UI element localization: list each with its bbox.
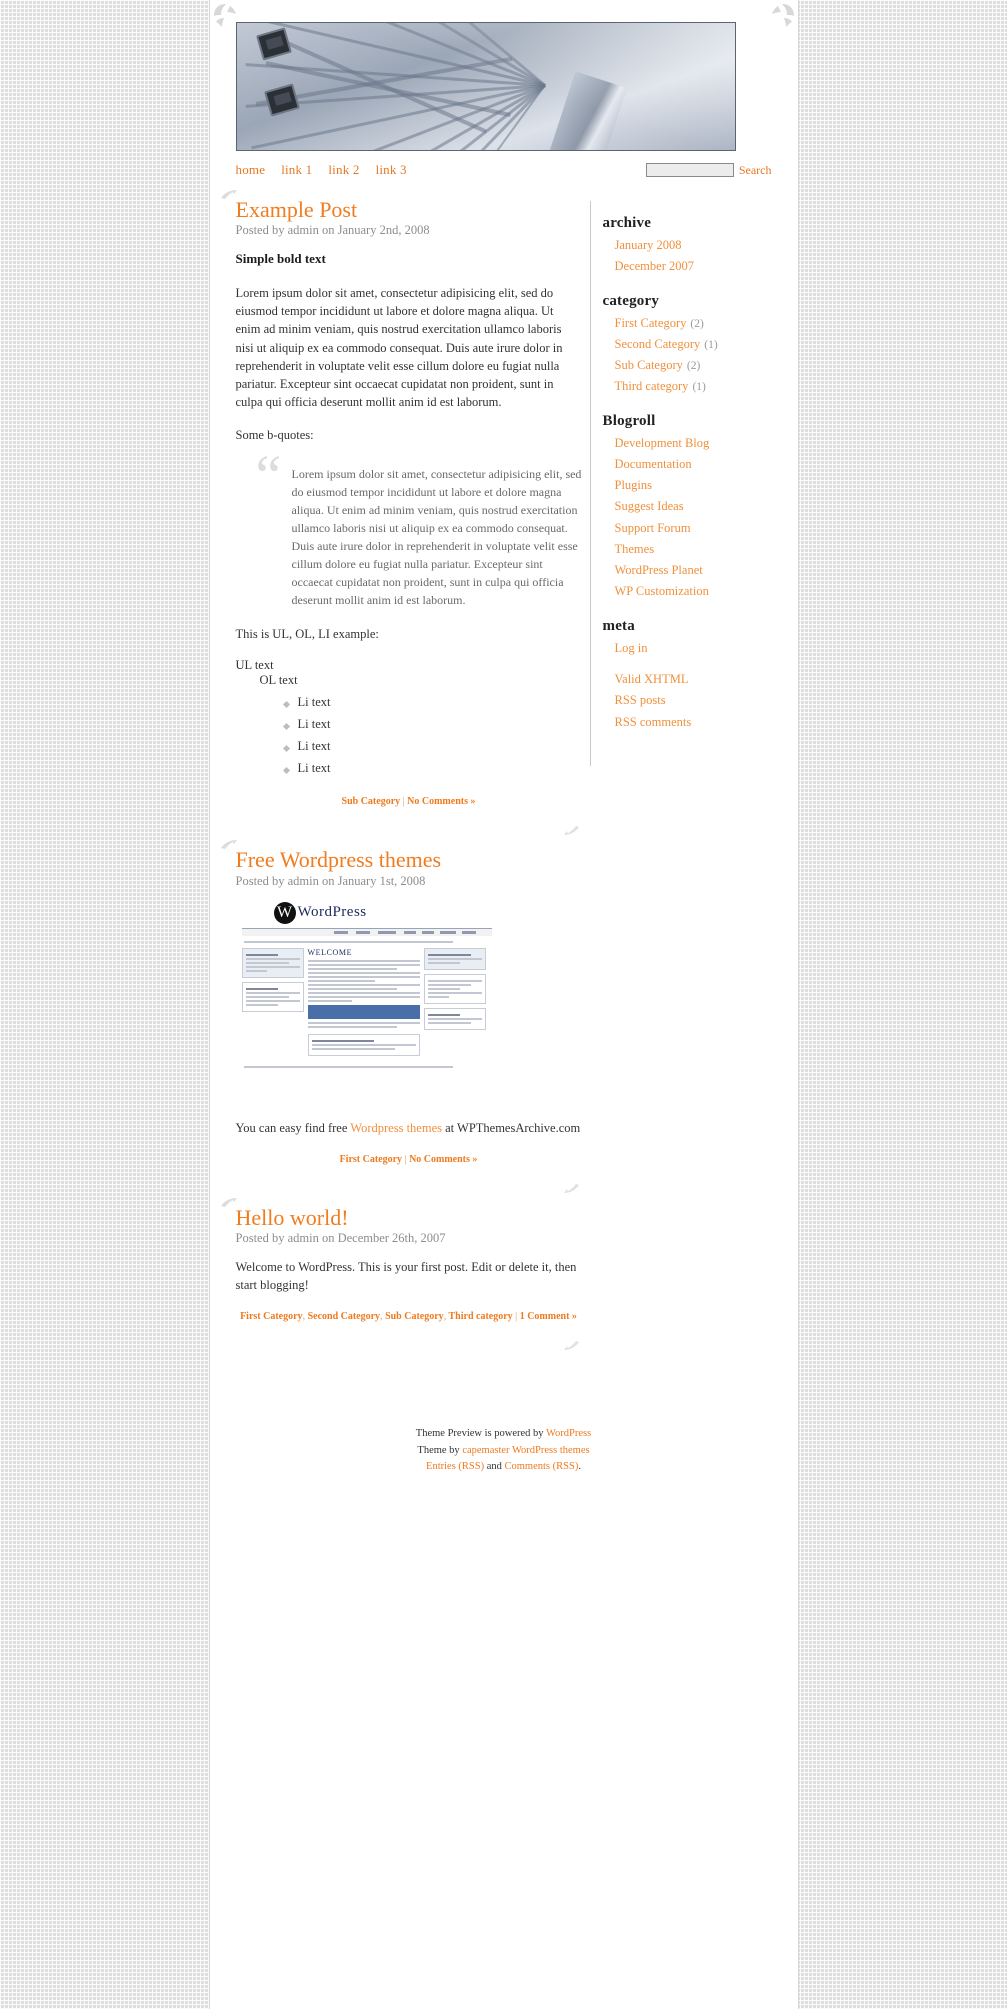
post-example-post xyxy=(236,197,582,809)
widget-archive xyxy=(603,215,772,277)
blogroll-link[interactable]: WP Customization xyxy=(614,584,709,599)
leaf-flourish-icon xyxy=(220,189,238,201)
post-title-link[interactable]: Hello world! xyxy=(235,1204,349,1230)
screenshot-box xyxy=(242,982,304,1012)
search-button[interactable]: Search xyxy=(738,162,772,177)
leaf-flourish-icon xyxy=(564,1340,580,1351)
category-link[interactable]: First Category xyxy=(614,315,687,330)
footer-separator: | xyxy=(402,796,405,808)
post-divider xyxy=(236,817,582,847)
nav-item-home[interactable]: home xyxy=(235,162,266,177)
widget-heading: category xyxy=(602,292,660,309)
wordpress-link[interactable]: WordPress xyxy=(545,1428,592,1440)
post-category-link[interactable]: Sub Category xyxy=(341,796,401,808)
list-item: Li text xyxy=(284,717,582,732)
screenshot-banner xyxy=(308,1005,420,1019)
site-footer xyxy=(210,1362,798,1501)
post-paragraph: Welcome to WordPress. This is your first post. Edit or delete it, then start blogging! xyxy=(235,1259,577,1293)
post-category-link[interactable]: Third category xyxy=(448,1311,513,1323)
footer-line-2 xyxy=(230,1443,778,1459)
archive-link[interactable]: December 2007 xyxy=(614,259,694,274)
widget-meta xyxy=(603,618,772,732)
list-item xyxy=(615,637,772,658)
main-content xyxy=(210,197,590,1362)
post-free-wordpress-themes xyxy=(236,847,582,1166)
list-item xyxy=(615,432,772,453)
list-item xyxy=(615,474,772,495)
post-title-link[interactable]: Free Wordpress themes xyxy=(235,847,442,873)
list-item xyxy=(615,354,772,375)
sidebar xyxy=(590,201,772,766)
list-item xyxy=(615,538,772,559)
post-title xyxy=(236,847,582,872)
list-item xyxy=(615,711,772,732)
category-link[interactable]: Sub Category xyxy=(614,358,683,373)
leaf-flourish-icon xyxy=(220,1197,238,1209)
primary-navigation xyxy=(210,151,798,181)
post-footer xyxy=(236,1152,582,1167)
blogroll-link[interactable]: WordPress Planet xyxy=(614,563,703,578)
list-item xyxy=(615,333,772,354)
leaf-flourish-icon xyxy=(564,1183,580,1194)
post-category-link[interactable]: Second Category xyxy=(307,1311,381,1323)
post-footer: First Category, Second Category, Sub Category, Third category | 1 Comment » xyxy=(240,1311,577,1323)
footer-theme-prefix: Theme by xyxy=(417,1444,463,1456)
leaf-flourish-icon xyxy=(220,839,238,851)
leaf-flourish-icon xyxy=(564,825,580,836)
post-body xyxy=(236,250,582,643)
list-item xyxy=(615,580,772,601)
post-title xyxy=(236,1205,582,1230)
nav-item-link-3[interactable]: link 3 xyxy=(375,162,407,177)
screenshot-navbar xyxy=(242,929,492,936)
footer-line-1 xyxy=(230,1426,778,1442)
page-container xyxy=(210,0,798,2009)
blogroll-link[interactable]: Support Forum xyxy=(614,520,691,535)
post-comments-link[interactable]: 1 Comment » xyxy=(519,1311,577,1323)
screenshot-box xyxy=(424,974,486,1004)
blogroll-link[interactable]: Development Blog xyxy=(614,435,710,450)
post-paragraph: Lorem ipsum dolor sit amet, consectetur adipisicing elit, sed do eiusmod tempor incididunt ut labore et dolore magna aliqua. Ut enim ad minim veniam, quis nostrud exercitation ullamco laboris nisi ut aliquip ex ea commodo consequat. Duis aute irure dolor in reprehenderit in voluptate velit esse cillum dolore eu fugiat nulla pariatur. Excepteur sint occaecat cupidatat non proident, sunt in culpa qui officia deserunt mollit anim id est laborum. xyxy=(235,286,563,409)
list-item xyxy=(615,255,772,276)
blogroll-link[interactable]: Documentation xyxy=(614,456,692,471)
list-item xyxy=(615,234,772,255)
footer-separator: | xyxy=(515,1311,518,1323)
list-item-ol xyxy=(260,673,582,776)
blogroll-link[interactable]: Themes xyxy=(614,541,655,556)
post-footer xyxy=(236,794,582,809)
wordpress-logo-icon: W xyxy=(274,902,296,924)
list-item xyxy=(615,312,772,333)
post-paragraph: This is UL, OL, LI example: xyxy=(235,627,379,642)
screenshot-welcome-text: WELCOME xyxy=(307,947,353,957)
category-count: (2) xyxy=(690,317,704,330)
widget-category xyxy=(603,293,772,397)
wordpress-homepage-screenshot xyxy=(236,901,498,1101)
screenshot-box xyxy=(424,948,486,970)
post-text-after-link: at WPThemesArchive.com xyxy=(441,1120,581,1135)
post-category-link[interactable]: Sub Category xyxy=(385,1311,444,1323)
post-divider xyxy=(236,1332,582,1362)
rss-comments-link[interactable]: RSS comments xyxy=(614,714,692,729)
footer-line-3 xyxy=(230,1459,778,1475)
blogroll-link[interactable]: Plugins xyxy=(614,478,653,493)
list-item xyxy=(615,517,772,538)
search-form xyxy=(646,163,772,178)
post-title-link[interactable]: Example Post xyxy=(235,197,358,222)
valid-xhtml-link[interactable]: Valid XHTML xyxy=(614,671,689,686)
post-body xyxy=(236,1258,582,1294)
list-item xyxy=(615,668,772,689)
footer-and: and xyxy=(484,1460,505,1472)
footer-powered-prefix: Theme Preview is powered by xyxy=(415,1428,546,1440)
category-link[interactable]: Second Category xyxy=(614,336,701,351)
widget-blogroll xyxy=(603,413,772,602)
demo-list-block xyxy=(236,658,582,776)
widget-heading: meta xyxy=(602,617,635,634)
category-count: (2) xyxy=(686,360,701,373)
list-item xyxy=(615,453,772,474)
wordpress-themes-link[interactable]: Wordpress themes xyxy=(350,1120,442,1135)
screenshot-box xyxy=(308,1034,420,1056)
post-title xyxy=(236,197,582,222)
screenshot-box xyxy=(424,1008,486,1030)
post-meta: Posted by admin on December 26th, 2007 xyxy=(235,1230,446,1245)
widget-heading: Blogroll xyxy=(602,412,656,429)
category-count: (1) xyxy=(692,381,706,394)
post-divider xyxy=(236,1175,582,1205)
post-meta: Posted by admin on January 2nd, 2008 xyxy=(235,223,430,238)
screenshot-box xyxy=(242,948,304,978)
site-header xyxy=(210,0,798,151)
post-hello-world xyxy=(236,1205,582,1325)
ul-label: UL text xyxy=(235,658,274,673)
content-columns xyxy=(210,181,798,1362)
category-count: (1) xyxy=(704,338,718,351)
blogroll-link[interactable]: Suggest Ideas xyxy=(614,499,684,514)
list-item xyxy=(615,689,772,710)
list-item xyxy=(615,559,772,580)
login-link[interactable]: Log in xyxy=(614,640,648,655)
post-comments-link[interactable]: No Comments » xyxy=(407,796,476,808)
post-category-link[interactable]: First Category xyxy=(339,1153,403,1165)
wordpress-wordmark: WordPress xyxy=(297,903,367,920)
post-category-link[interactable]: First Category xyxy=(240,1311,303,1323)
post-comments-link[interactable]: No Comments » xyxy=(409,1153,478,1165)
archive-link[interactable]: January 2008 xyxy=(614,238,682,252)
list-item: Li text xyxy=(284,695,582,710)
footer-period: . xyxy=(578,1460,581,1472)
post-paragraph: Some b-quotes: xyxy=(235,428,314,443)
list-item-ul xyxy=(236,658,582,776)
nav-item-link-2[interactable]: link 2 xyxy=(328,162,360,177)
list-item xyxy=(615,375,772,396)
search-input[interactable] xyxy=(646,163,734,177)
list-item xyxy=(615,495,772,516)
theme-author-link[interactable]: capemaster WordPress themes xyxy=(462,1444,590,1456)
header-image-ferris-wheel xyxy=(236,22,736,151)
list-item: Li text xyxy=(284,739,582,754)
post-meta: Posted by admin on January 1st, 2008 xyxy=(235,873,426,888)
post-blockquote: “ Lorem ipsum dolor sit amet, consectetur adipisicing elit, sed do eiusmod tempor incididunt ut labore et dolore magna aliqua. Ut enim ad minim veniam, quis nostrud exercitation ullamco laboris nisi ut aliquip ex ea commodo consequat. Duis aute irure dolor in reprehenderit in voluptate velit esse cillum dolore eu fugiat nulla pariatur. Excepteur sint occaecat cupidatat non proident, sunt in culpa qui officia deserunt mollit anim id est laborum. xyxy=(258,459,582,609)
rss-posts-link[interactable]: RSS posts xyxy=(614,693,666,708)
footer-separator: | xyxy=(404,1153,407,1165)
post-bold-lead: Simple bold text xyxy=(235,251,326,267)
list-item: Li text xyxy=(284,761,582,776)
entries-rss-link[interactable]: Entries (RSS) xyxy=(426,1460,485,1472)
post-image xyxy=(236,901,498,1101)
post-body xyxy=(236,1119,582,1137)
category-link[interactable]: Third category xyxy=(614,379,689,394)
ol-label: OL text xyxy=(259,673,298,688)
comments-rss-link[interactable]: Comments (RSS) xyxy=(504,1460,579,1472)
nav-item-link-1[interactable]: link 1 xyxy=(281,162,313,177)
post-text-before-link: You can easy find free xyxy=(235,1120,351,1135)
widget-heading: archive xyxy=(602,215,652,231)
